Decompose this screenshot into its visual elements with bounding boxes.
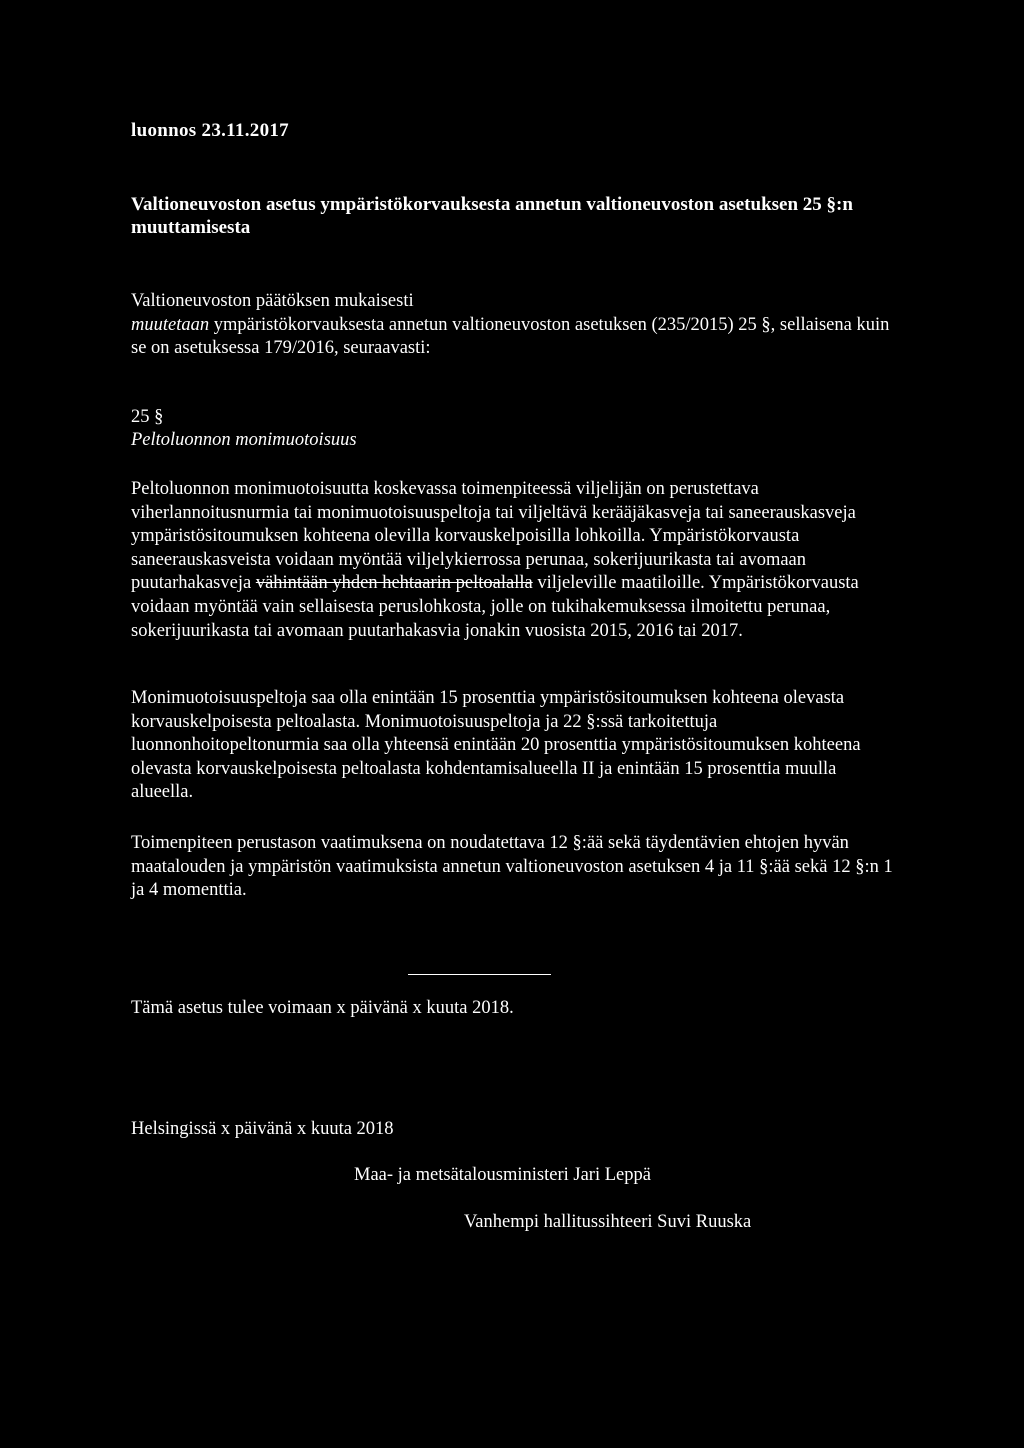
- intro-block: [131, 290, 901, 361]
- paragraph-2-text: Monimuotoisuuspeltoja saa olla enintään 15 prosenttia ympäristösitoumuksen kohteena olevasta korvauskelpoisesta peltoalasta. Monimuotoisuuspeltoja ja 22 §:ssä tarkoitettuja luonnonhoitopeltonurmia saa olla yhteensä enintään 20 prosenttia ympäristösitoumuksen kohteena olevasta korvauskelpoisesta peltoalasta kohdentamisalueella II ja enintään 15 prosenttia muulla alueella.: [131, 688, 861, 803]
- effective-date: [131, 997, 901, 1021]
- place-and-date: [131, 1118, 901, 1142]
- intro-text: [131, 314, 901, 361]
- struck-text: vähintään yhden hehtaarin peltoalalla: [255, 573, 533, 594]
- paragraph-3-text: Toimenpiteen perustason vaatimuksena on noudatettava 12 §:ää sekä täydentävien ehtojen hyvän maatalouden ja ympäristön vaatimuksista annetun valtioneuvoston asetuksen 4 ja 11 §:ää sekä 12 §:n 1 ja 4 momenttia.: [131, 833, 893, 901]
- intro-rest: ympäristökorvauksesta annetun valtioneuvoston asetuksen (235/2015) 25 §, sellaisena kuin se on asetuksessa 179/2016, seuraavasti:: [131, 314, 890, 359]
- effective-date-text: Tämä asetus tulee voimaan x päivänä x kuuta 2018.: [131, 998, 514, 1018]
- signatory-minister: Maa- ja metsätalousministeri Jari Leppä: [354, 1165, 651, 1185]
- paragraph-3: [131, 832, 901, 903]
- paragraph-1-part-1: Peltoluonnon monimuotoisuutta koskevassa toimenpiteessä viljelijän on perustettava viherlannoitusnurmia tai monimuotoisuuspeltoja tai viljeltävä kerääjäkasveja tai saneerauskasveja ympäristösitoumuksen kohteena olevilla korvauskelpoisilla lohkoilla. Ympäristökorvausta saneerauskasveista voidaan myöntää viljelykierrossa perunaa, sokerijuurikasta tai avomaan puutarhakasveja: [131, 479, 856, 594]
- paragraph-2: [131, 687, 901, 805]
- draft-label: luonnos 23.11.2017: [131, 120, 289, 141]
- place-date-text: Helsingissä x päivänä x kuuta 2018: [131, 1119, 394, 1139]
- paragraph-1: [131, 478, 901, 643]
- intro-line: Valtioneuvoston päätöksen mukaisesti: [131, 291, 414, 311]
- section-heading: Peltoluonnon monimuotoisuus: [131, 430, 357, 450]
- signatory-secretary: Vanhempi hallitussihteeri Suvi Ruuska: [464, 1212, 752, 1232]
- divider-line: [408, 974, 551, 975]
- intro-verb: muutetaan: [131, 314, 210, 335]
- paragraph-1-part-2: viljeleville maatiloille. Ympäristökorvausta voidaan myöntää vain sellaisesta peruslohkosta, jolle on tukihakemuksessa ilmoitettu perunaa, sokerijuurikasta tai avomaan puutarhakasvia jonakin vuosista 2015, 2016 tai 2017.: [131, 573, 859, 641]
- document-title: Valtioneuvoston asetus ympäristökorvauksesta annetun valtioneuvoston asetuksen 25 §:n muuttamisesta: [131, 194, 853, 238]
- section-number: 25 §: [131, 407, 164, 427]
